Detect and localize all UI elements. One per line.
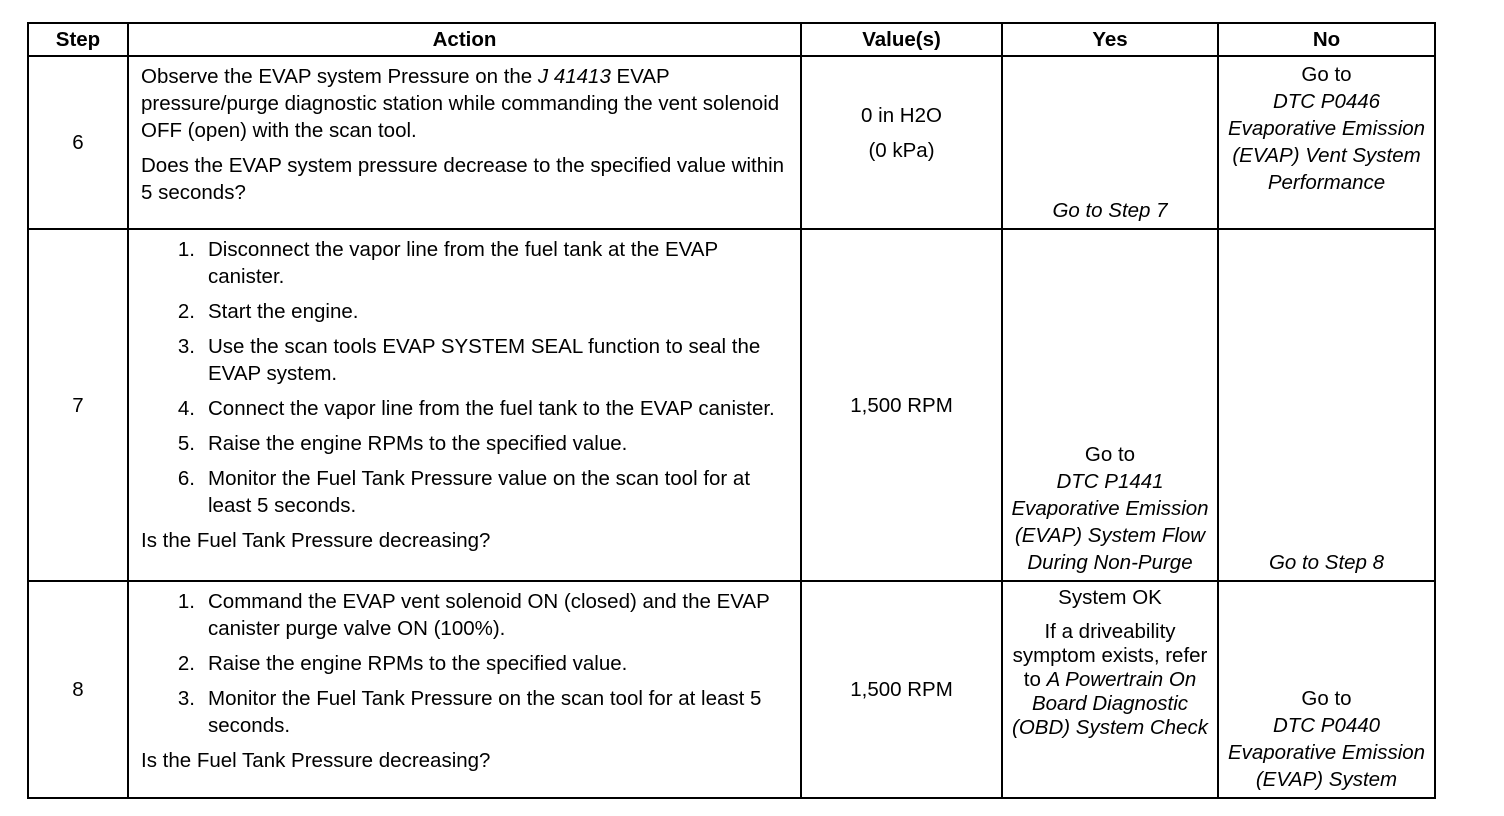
header-yes: Yes xyxy=(1002,23,1218,56)
action-question: Does the EVAP system pressure decrease to the specified value within 5 seconds? xyxy=(141,154,785,204)
no-cell: Go to DTC P0446 Evaporative Emission (EVAP) Vent System Performance xyxy=(1218,56,1435,229)
yes-link[interactable]: DTC P1441 Evaporative Emission (EVAP) System Flow During Non-Purge xyxy=(1011,470,1209,574)
yes-cell: System OK If a driveability symptom exists, refer to A Powertrain On Board Diagnostic (OBD) System Check xyxy=(1002,581,1218,798)
action-steps xyxy=(141,588,790,739)
header-step: Step xyxy=(28,23,128,56)
tool-reference: J 41413 xyxy=(537,65,611,88)
no-cell: Go to DTC P0440 Evaporative Emission (EVAP) System xyxy=(1218,581,1435,798)
action-cell xyxy=(128,229,801,581)
list-item: 1. Command the EVAP vent solenoid ON (closed) and the EVAP canister purge valve ON (100%). xyxy=(177,590,770,640)
action-cell xyxy=(128,56,801,229)
list-item: 2. Start the engine. xyxy=(177,300,359,323)
yes-cell: Go to DTC P1441 Evaporative Emission (EVAP) System Flow During Non-Purge xyxy=(1002,229,1218,581)
table-row xyxy=(28,581,1435,798)
list-item: 3. Use the scan tools EVAP SYSTEM SEAL function to seal the EVAP system. xyxy=(177,335,761,385)
list-item: 3. Monitor the Fuel Tank Pressure on the scan tool for at least 5 seconds. xyxy=(177,687,762,737)
no-link[interactable]: DTC P0446 Evaporative Emission (EVAP) Vent System Performance xyxy=(1227,90,1426,194)
no-link[interactable]: Go to Step 8 xyxy=(1218,229,1435,581)
value-cell: 1,500 RPM xyxy=(801,229,1002,581)
list-item: 4. Connect the vapor line from the fuel tank to the EVAP canister. xyxy=(177,397,775,420)
action-question: Is the Fuel Tank Pressure decreasing? xyxy=(141,529,491,552)
diagnostic-table xyxy=(27,22,1436,799)
header-action: Action xyxy=(128,23,801,56)
yes-link[interactable]: A Powertrain On Board Diagnostic (OBD) System Check xyxy=(1012,668,1208,739)
step-number: 8 xyxy=(28,581,128,798)
header-row xyxy=(28,23,1435,56)
table-row xyxy=(28,56,1435,229)
no-link[interactable]: DTC P0440 Evaporative Emission (EVAP) System xyxy=(1227,714,1426,791)
value-cell: 1,500 RPM xyxy=(801,581,1002,798)
header-no: No xyxy=(1218,23,1435,56)
list-item: 6. Monitor the Fuel Tank Pressure value on the scan tool for at least 5 seconds. xyxy=(177,467,751,517)
value-cell: 0 in H2O (0 kPa) xyxy=(801,56,1002,229)
action-text: Observe the EVAP system Pressure on the J 41413 EVAP pressure/purge diagnostic station while commanding the vent solenoid OFF (open) with the scan tool. xyxy=(141,65,780,142)
action-steps xyxy=(141,236,790,519)
step-number: 6 xyxy=(28,56,128,229)
list-item: 2. Raise the engine RPMs to the specified value. xyxy=(177,652,628,675)
yes-link[interactable]: Go to Step 7 xyxy=(1002,56,1218,229)
step-number: 7 xyxy=(28,229,128,581)
action-cell xyxy=(128,581,801,798)
list-item: 1. Disconnect the vapor line from the fuel tank at the EVAP canister. xyxy=(177,238,718,288)
table-row xyxy=(28,229,1435,581)
action-question: Is the Fuel Tank Pressure decreasing? xyxy=(141,749,491,772)
header-values: Value(s) xyxy=(801,23,1002,56)
list-item: 5. Raise the engine RPMs to the specified value. xyxy=(177,432,628,455)
